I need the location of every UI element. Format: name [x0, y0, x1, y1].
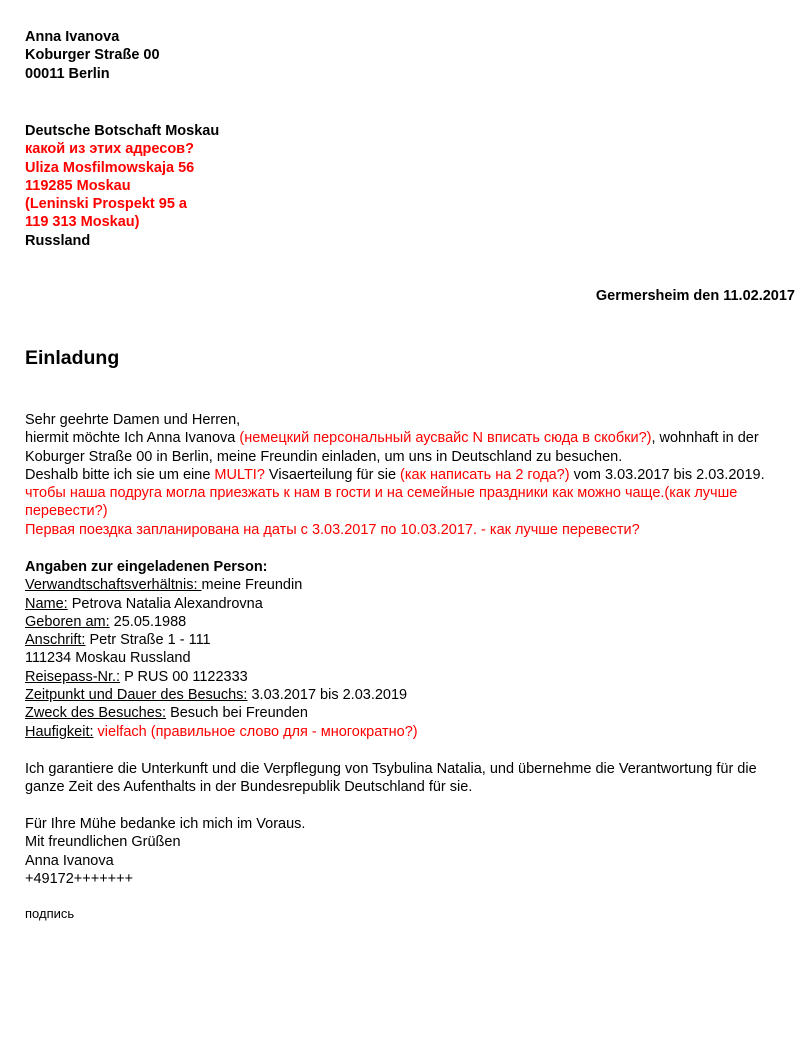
detail-value: meine Freundin: [201, 577, 303, 594]
body-text: Visaerteilung für sie: [264, 466, 401, 483]
invited-person-details: [25, 558, 418, 741]
detail-label: Zeitpunkt und Dauer des Besuchs:: [25, 687, 248, 704]
letter-body: [25, 411, 795, 539]
guarantee-text: Ich garantiere die Unterkunft und die Verpflegung von Tsybulina Natalia, und übernehme die Verantwortung für die ganze Zeit des Aufenthalts in der Bundesrepublik Deutschland für sie.: [25, 761, 757, 796]
closing-regards: Mit freundlichen Grüßen: [25, 834, 181, 851]
detail-label: Geboren am:: [25, 613, 110, 630]
recipient-address2-street: (Leninski Prospekt 95 a: [25, 196, 187, 213]
recipient-name: Deutsche Botschaft Moskau: [25, 123, 220, 139]
guarantee-paragraph: [25, 760, 795, 797]
body-text: Deshalb bitte ich sie um eine: [25, 466, 215, 483]
body-paragraph-2: [25, 466, 795, 521]
detail-label: Name:: [25, 595, 68, 612]
detail-label: Zweck des Besuches:: [25, 705, 167, 722]
detail-address-line2: 111234 Moskau Russland: [25, 650, 191, 667]
translator-note: MULTI?: [214, 466, 265, 483]
sender-street: Koburger Straße 00: [25, 47, 160, 64]
closing-thanks: Für Ihre Mühe bedanke ich mich im Voraus.: [25, 816, 306, 832]
detail-value: P RUS 00 1122333: [120, 668, 248, 685]
recipient-note: какой из этих адресов?: [25, 141, 194, 158]
recipient-address1-city: 119285 Moskau: [25, 177, 131, 194]
body-text: vom 3.03.2017 bis 2.03.2019.: [569, 466, 765, 483]
detail-value: Besuch bei Freunden: [166, 705, 308, 722]
details-title: Angaben zur eingeladenen Person:: [25, 559, 268, 575]
detail-birthdate: [25, 613, 418, 631]
detail-value: 3.03.2017 bis 2.03.2019: [247, 687, 408, 704]
sender-address: [25, 28, 160, 83]
letter-heading: Einladung: [25, 347, 120, 369]
body-paragraph-1: [25, 429, 795, 466]
closing: [25, 815, 305, 888]
body-text: , wohnhaft in der Koburger Straße 00 in Berlin, meine Freundin einladen, um uns in Deutschland zu besuchen.: [25, 430, 759, 465]
translator-note: (немецкий персональный аусвайс N вписать сюда в скобки?): [239, 430, 652, 447]
detail-frequency: [25, 723, 418, 741]
recipient-address1-street: Uliza Mosfilmowskaja 56: [25, 159, 195, 176]
detail-period: [25, 686, 418, 704]
detail-label: Verwandtschaftsverhältnis:: [25, 577, 202, 594]
signature-placeholder: подпись: [25, 906, 75, 921]
detail-address: [25, 631, 418, 649]
translator-note: чтобы наша подруга могла приезжать к нам в гости и на семейные праздники как можно чаще.(как лучше перевести?): [25, 485, 738, 520]
dateline: [596, 287, 795, 305]
recipient-country: Russland: [25, 232, 91, 249]
detail-value: Petr Straße 1 - 111: [85, 632, 211, 649]
detail-value: vielfach (правильное слово для - многократно?): [93, 723, 418, 740]
salutation: Sehr geehrte Damen und Herren,: [25, 412, 241, 428]
closing-name: Anna Ivanova: [25, 852, 114, 869]
detail-label: Reisepass-Nr.:: [25, 668, 121, 685]
closing-phone: +49172+++++++: [25, 870, 134, 887]
detail-purpose: [25, 704, 418, 722]
body-paragraph-3: Первая поездка запланирована на даты с 3.03.2017 по 10.03.2017. - как лучше перевести?: [25, 521, 640, 538]
place-and-date: Germersheim den 11.02.2017: [595, 288, 795, 304]
sender-city: 00011 Berlin: [25, 65, 110, 82]
recipient-address2-city: 119 313 Moskau): [25, 214, 140, 231]
detail-passport: [25, 668, 418, 686]
detail-label: Anschrift:: [25, 632, 86, 649]
detail-label: Haufigkeit:: [25, 723, 94, 740]
recipient-address: [25, 122, 219, 250]
detail-name: [25, 595, 418, 613]
detail-value: Petrova Natalia Alexandrovna: [67, 595, 263, 612]
body-text: hiermit möchte Ich Anna Ivanova: [25, 430, 240, 447]
detail-relation: [25, 576, 418, 594]
translator-note: (как написать на 2 года?): [400, 466, 570, 483]
sender-name: Anna Ivanova: [25, 29, 120, 45]
detail-value: 25.05.1988: [109, 613, 187, 630]
